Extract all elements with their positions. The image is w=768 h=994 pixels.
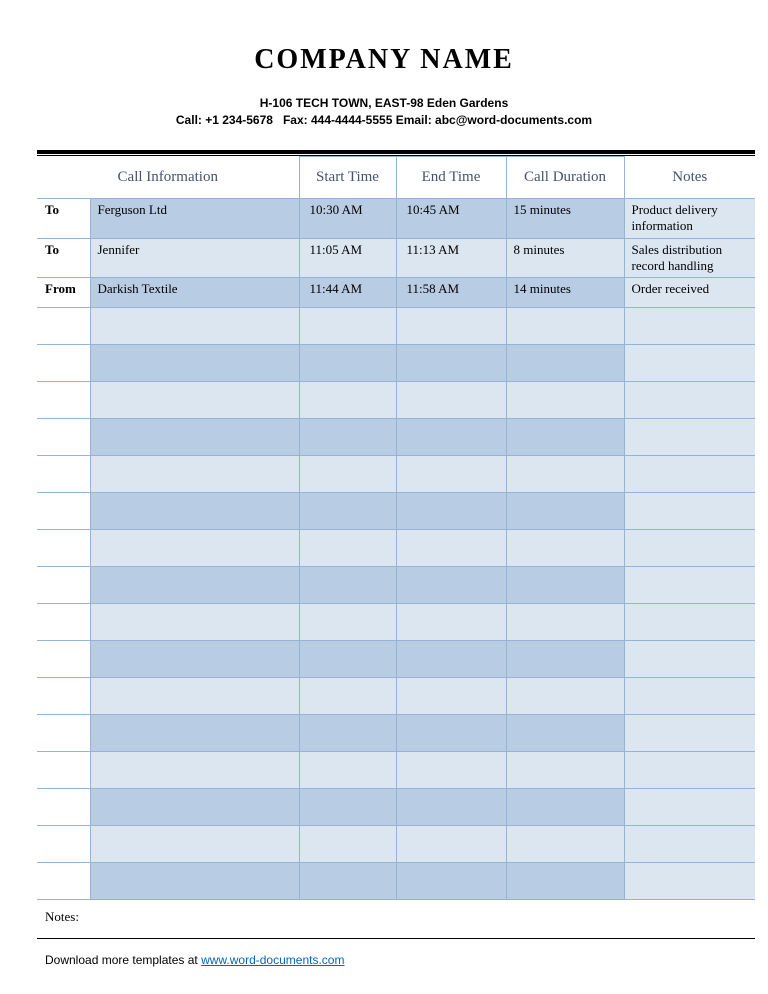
cell-notes xyxy=(624,456,755,493)
cell-start xyxy=(299,493,396,530)
cell-direction xyxy=(37,752,90,789)
cell-direction xyxy=(37,493,90,530)
table-row-empty xyxy=(37,678,755,715)
cell-name xyxy=(90,456,299,493)
cell-name xyxy=(90,308,299,345)
download-line xyxy=(37,953,755,967)
cell-end xyxy=(396,752,506,789)
cell-notes: Order received xyxy=(624,278,755,308)
cell-start xyxy=(299,789,396,826)
cell-start xyxy=(299,419,396,456)
cell-duration xyxy=(506,345,624,382)
header-notes: Notes xyxy=(624,157,755,199)
cell-notes xyxy=(624,826,755,863)
cell-name: Jennifer xyxy=(90,238,299,278)
call-log-header xyxy=(37,157,755,199)
cell-duration xyxy=(506,567,624,604)
cell-duration xyxy=(506,308,624,345)
cell-duration xyxy=(506,715,624,752)
cell-end xyxy=(396,456,506,493)
cell-end xyxy=(396,604,506,641)
cell-end xyxy=(396,530,506,567)
cell-direction xyxy=(37,715,90,752)
cell-start xyxy=(299,456,396,493)
cell-duration xyxy=(506,641,624,678)
cell-notes xyxy=(624,789,755,826)
cell-notes xyxy=(624,641,755,678)
cell-start: 11:05 AM xyxy=(299,238,396,278)
cell-notes xyxy=(624,752,755,789)
table-row-empty xyxy=(37,345,755,382)
table-row-empty xyxy=(37,826,755,863)
document-body xyxy=(37,150,755,967)
cell-start xyxy=(299,826,396,863)
cell-direction xyxy=(37,789,90,826)
cell-end xyxy=(396,567,506,604)
cell-notes xyxy=(624,345,755,382)
table-row-empty xyxy=(37,641,755,678)
cell-start xyxy=(299,345,396,382)
cell-direction xyxy=(37,345,90,382)
cell-end xyxy=(396,715,506,752)
cell-name xyxy=(90,752,299,789)
cell-duration: 8 minutes xyxy=(506,238,624,278)
table-row xyxy=(37,278,755,308)
cell-direction xyxy=(37,641,90,678)
header-end-time: End Time xyxy=(396,157,506,199)
contact-line: Call: +1 234-5678 Fax: 444-4444-5555 Email: abc@word-documents.com xyxy=(175,113,593,127)
table-row xyxy=(37,238,755,278)
cell-name xyxy=(90,863,299,900)
cell-name: Darkish Textile xyxy=(90,278,299,308)
cell-duration xyxy=(506,752,624,789)
cell-name: Ferguson Ltd xyxy=(90,199,299,239)
cell-notes: Sales distribution record handling xyxy=(624,238,755,278)
cell-notes xyxy=(624,567,755,604)
cell-name xyxy=(90,419,299,456)
cell-end xyxy=(396,863,506,900)
table-row-empty xyxy=(37,715,755,752)
header-start-time: Start Time xyxy=(299,157,396,199)
cell-name xyxy=(90,530,299,567)
notes-label: Notes: xyxy=(45,909,79,924)
cell-start xyxy=(299,308,396,345)
cell-direction xyxy=(37,456,90,493)
cell-direction: To xyxy=(37,238,90,278)
table-row-empty xyxy=(37,308,755,345)
table-row-empty xyxy=(37,456,755,493)
cell-start xyxy=(299,567,396,604)
address-line: H-106 TECH TOWN, EAST-98 Eden Gardens xyxy=(259,96,509,110)
cell-direction xyxy=(37,678,90,715)
cell-direction xyxy=(37,419,90,456)
table-row-empty xyxy=(37,789,755,826)
table-row-empty xyxy=(37,530,755,567)
cell-end: 11:13 AM xyxy=(396,238,506,278)
company-name: COMPANY NAME xyxy=(254,44,514,75)
cell-end xyxy=(396,789,506,826)
cell-end xyxy=(396,493,506,530)
cell-end xyxy=(396,678,506,715)
cell-direction xyxy=(37,826,90,863)
cell-start xyxy=(299,604,396,641)
cell-direction xyxy=(37,567,90,604)
cell-duration xyxy=(506,530,624,567)
download-link[interactable]: www.word-documents.com xyxy=(201,953,345,967)
cell-name xyxy=(90,604,299,641)
cell-notes xyxy=(624,308,755,345)
cell-start xyxy=(299,382,396,419)
cell-name xyxy=(90,345,299,382)
cell-duration xyxy=(506,456,624,493)
cell-start xyxy=(299,641,396,678)
cell-notes xyxy=(624,604,755,641)
cell-duration xyxy=(506,826,624,863)
cell-duration xyxy=(506,789,624,826)
table-row-empty xyxy=(37,604,755,641)
cell-direction: From xyxy=(37,278,90,308)
cell-end xyxy=(396,826,506,863)
cell-direction xyxy=(37,308,90,345)
header-call-duration: Call Duration xyxy=(506,157,624,199)
table-row-empty xyxy=(37,493,755,530)
cell-notes xyxy=(624,419,755,456)
cell-notes: Product delivery information xyxy=(624,199,755,239)
cell-start xyxy=(299,678,396,715)
cell-end xyxy=(396,345,506,382)
table-row-empty xyxy=(37,752,755,789)
cell-end xyxy=(396,419,506,456)
cell-end xyxy=(396,641,506,678)
cell-start: 10:30 AM xyxy=(299,199,396,239)
cell-name xyxy=(90,678,299,715)
cell-notes xyxy=(624,493,755,530)
cell-duration xyxy=(506,604,624,641)
cell-duration xyxy=(506,863,624,900)
cell-start xyxy=(299,715,396,752)
cell-direction xyxy=(37,863,90,900)
table-row-empty xyxy=(37,863,755,900)
table-row xyxy=(37,199,755,239)
header-call-information: Call Information xyxy=(37,157,299,199)
cell-start xyxy=(299,752,396,789)
cell-direction xyxy=(37,530,90,567)
cell-start xyxy=(299,530,396,567)
cell-notes xyxy=(624,715,755,752)
cell-name xyxy=(90,789,299,826)
cell-start: 11:44 AM xyxy=(299,278,396,308)
cell-end xyxy=(396,308,506,345)
call-log-table xyxy=(37,156,755,900)
cell-end: 11:58 AM xyxy=(396,278,506,308)
cell-duration xyxy=(506,678,624,715)
cell-end xyxy=(396,382,506,419)
cell-name xyxy=(90,826,299,863)
cell-name xyxy=(90,567,299,604)
cell-direction: To xyxy=(37,199,90,239)
cell-name xyxy=(90,382,299,419)
cell-duration: 15 minutes xyxy=(506,199,624,239)
call-log-body xyxy=(37,199,755,900)
cell-notes xyxy=(624,863,755,900)
cell-name xyxy=(90,715,299,752)
cell-start xyxy=(299,863,396,900)
cell-name xyxy=(90,641,299,678)
cell-direction xyxy=(37,604,90,641)
table-row-empty xyxy=(37,382,755,419)
cell-notes xyxy=(624,382,755,419)
cell-end: 10:45 AM xyxy=(396,199,506,239)
cell-duration xyxy=(506,419,624,456)
document-header xyxy=(0,0,768,127)
cell-duration xyxy=(506,382,624,419)
cell-duration xyxy=(506,493,624,530)
table-row-empty xyxy=(37,567,755,604)
cell-duration: 14 minutes xyxy=(506,278,624,308)
cell-direction xyxy=(37,382,90,419)
table-row-empty xyxy=(37,419,755,456)
download-text: Download more templates at xyxy=(45,953,202,967)
table-header-row xyxy=(37,157,755,199)
notes-blank-line xyxy=(37,938,755,939)
cell-name xyxy=(90,493,299,530)
cell-notes xyxy=(624,678,755,715)
cell-notes xyxy=(624,530,755,567)
